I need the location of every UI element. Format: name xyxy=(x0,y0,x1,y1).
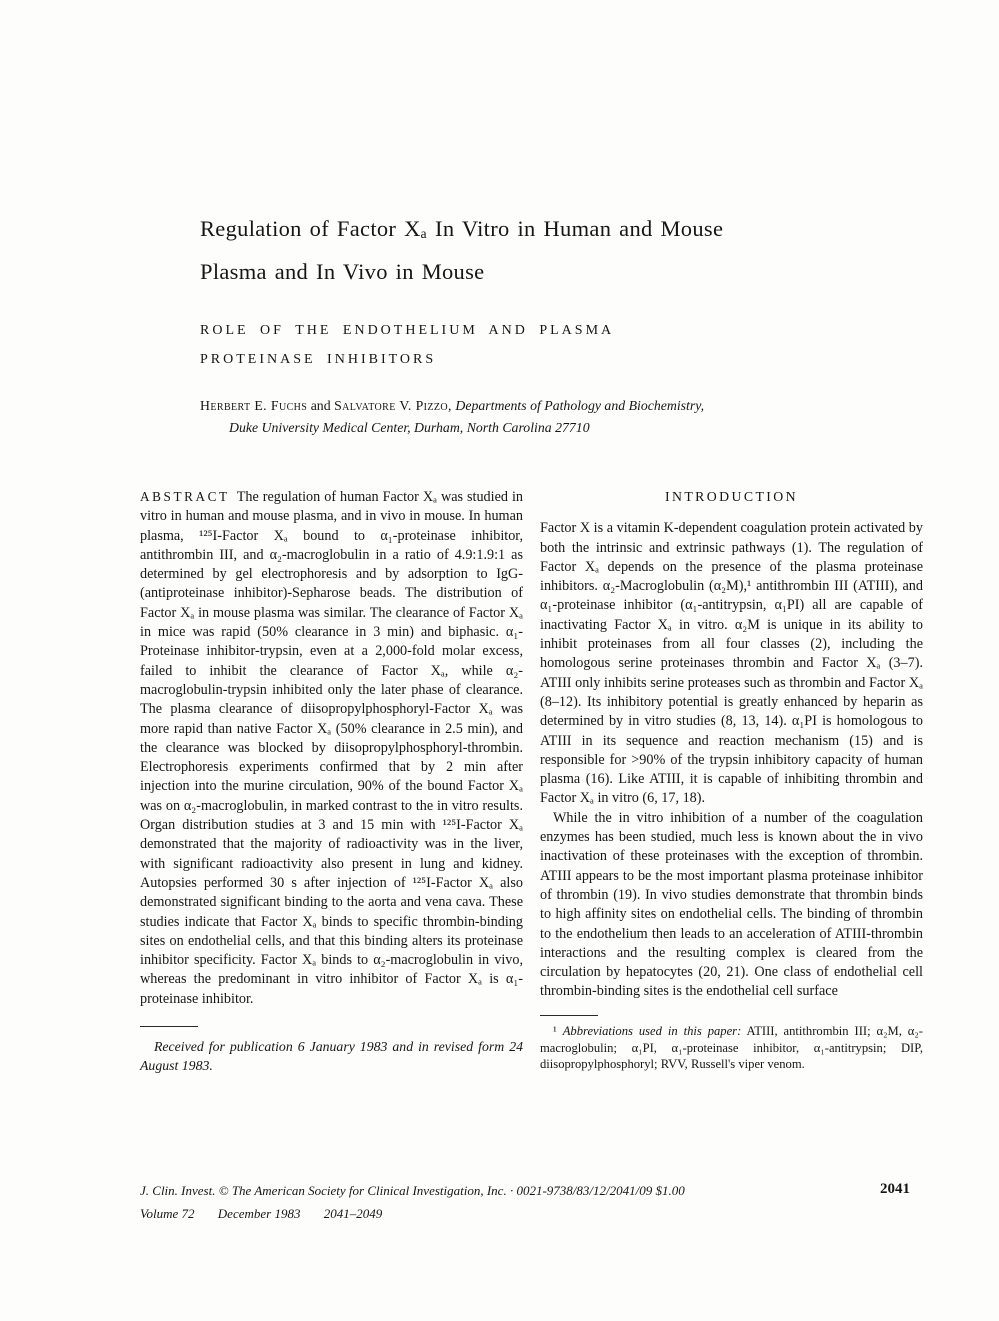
page-number: 2041 xyxy=(880,1181,910,1197)
author-name-1: Herbert E. Fuchs xyxy=(200,398,308,413)
footer-volume: Volume 72 xyxy=(140,1206,195,1221)
title-line-2: Plasma and In Vivo in Mouse xyxy=(200,259,485,284)
right-column xyxy=(540,487,923,1073)
abstract-label: ABSTRACT xyxy=(140,489,230,504)
introduction-paragraph-2: While the in vitro inhibition of a number of the coagulation enzymes has been studied, much less is known about the in vivo inactivation of these proteinases with the exception of thrombin. ATIII appears to be the most important plasma proteinase inhibitor of thrombin (19). In vivo studies demonstrate that thrombin binds to high affinity sites on endothelial cells. The binding of thrombin to the endothelium then leads to an acceleration of ATIII-thrombin interactions and the resulting complex is cleared from the circulation by hepatocytes (20, 21). One class of endothelial cell thrombin-binding sites is the endothelial cell surface xyxy=(540,809,923,1000)
abstract xyxy=(140,487,523,1009)
paper-subtitle xyxy=(200,316,880,374)
footnote-lead: Abbreviations used in this paper: xyxy=(562,1023,742,1038)
subtitle-line-1: ROLE OF THE ENDOTHELIUM AND PLASMA xyxy=(200,323,615,338)
received-note: Received for publication 6 January 1983 and in revised form 24 August 1983. xyxy=(140,1039,523,1074)
author-name-2: Salvatore V. Pizzo, xyxy=(334,398,452,413)
footnote-rule xyxy=(540,1015,598,1016)
left-column xyxy=(140,487,523,1075)
authors-affiliation: Departments of Pathology and Biochemistry, Duke University Medical Center, Durham, North Carolina 27710 xyxy=(229,398,705,435)
footer-citation: J. Clin. Invest. © The American Society for Clinical Investigation, Inc. · 0021-9738/83/12/2041/09 $1.00 xyxy=(140,1183,685,1198)
authors-conjunction: and xyxy=(310,398,331,413)
footer xyxy=(140,1183,922,1222)
footnote-text: ATIII, antithrombin III; α₂M, α₂-macroglobulin; α₁PI, α₁-proteinase inhibitor, α₁-antitrypsin; DIP, diisopropylphosphoryl; RVV, Russell's viper venom. xyxy=(540,1023,923,1072)
footer-volume-line xyxy=(140,1206,922,1222)
received-note-rule xyxy=(140,1026,198,1027)
abbreviations-footnote xyxy=(540,1023,923,1073)
footnote-marker: ¹ xyxy=(553,1023,557,1038)
abstract-text: The regulation of human Factor Xₐ was studied in vitro in human and mouse plasma, and in vivo in mouse. In human plasma, ¹²⁵I-Factor Xₐ bound to α₁-proteinase inhibitor, antithrombin III, and α₂-macroglobulin in a ratio of 4.9:1.9:1 as determined by gel electrophoresis and by adsorption to IgG-(antiproteinase inhibitor)-Sepharose beads. The distribution of Factor Xₐ in mouse plasma was similar. The clearance of Factor Xₐ in mice was rapid (50% clearance in 3 min) and biphasic. α₁-Proteinase inhibitor-trypsin, even at a 2,000-fold molar excess, failed to inhibit the clearance of Factor Xₐ, while α₂-macroglobulin-trypsin inhibited only the later phase of clearance. The plasma clearance of diisopropylphosphoryl-Factor Xₐ was more rapid than native Factor Xₐ (50% clearance in 2.5 min), and the clearance was blocked by diisopropylphosphoryl-thrombin. Electrophoresis experiments confirmed that by 2 min after injection into the murine circulation, 90% of the bound Factor Xₐ was on α₂-macroglobulin, in marked contrast to the in vitro results. Organ distribution studies at 3 and 15 min with ¹²⁵I-Factor Xₐ demonstrated that the majority of radioactivity was in the liver, with significant radioactivity also present in lung and kidney. Autopsies performed 30 s after injection of ¹²⁵I-Factor Xₐ also demonstrated significant binding to the aorta and vena cava. These studies indicate that Factor Xₐ binds to specific thrombin-binding sites on endothelial cells, and that this binding alters its proteinase inhibitor specificity. Factor Xₐ binds to α₂-macroglobulin in vivo, whereas the predominant in vitro inhibitor of Factor Xₐ is α₁-proteinase inhibitor. xyxy=(140,489,523,1007)
authors-line xyxy=(200,395,732,438)
title-block xyxy=(200,207,880,438)
title-line-1: Regulation of Factor Xₐ In Vitro in Human and Mouse xyxy=(200,216,724,241)
footer-date: December 1983 xyxy=(217,1206,301,1221)
footer-pages: 2041–2049 xyxy=(323,1206,383,1221)
subtitle-line-2: PROTEINASE INHIBITORS xyxy=(200,352,437,367)
footer-citation-line xyxy=(140,1183,922,1199)
paper-title xyxy=(200,207,880,293)
introduction-heading: INTRODUCTION xyxy=(664,489,799,504)
introduction-paragraph-1: Factor X is a vitamin K-dependent coagulation protein activated by both the intrinsic and extrinsic pathways (1). The regulation of Factor Xₐ depends on the presence of the plasma proteinase inhibitors. α₂-Macroglobulin (α₂M),¹ antithrombin III (ATIII), and α₁-proteinase inhibitor (α₁-antitrypsin, α₁PI) all are capable of inactivating Factor Xₐ in vitro. α₂M is unique in its ability to inhibit proteinases from all four classes (2), including the homologous serine proteinases thrombin and Factor Xₐ (3–7). ATIII only inhibits serine proteases such as thrombin and Factor Xₐ (8–12). Its inhibitory potential is greatly enhanced by heparin as determined by in vitro studies (8, 13, 14). α₁PI is homologous to ATIII in its sequence and reaction mechanism (15) and is responsible for >90% of the trypsin inhibitory capacity of human plasma (16). Like ATIII, it is capable of inhibiting thrombin and Factor Xₐ in vitro (6, 17, 18). xyxy=(540,520,923,807)
